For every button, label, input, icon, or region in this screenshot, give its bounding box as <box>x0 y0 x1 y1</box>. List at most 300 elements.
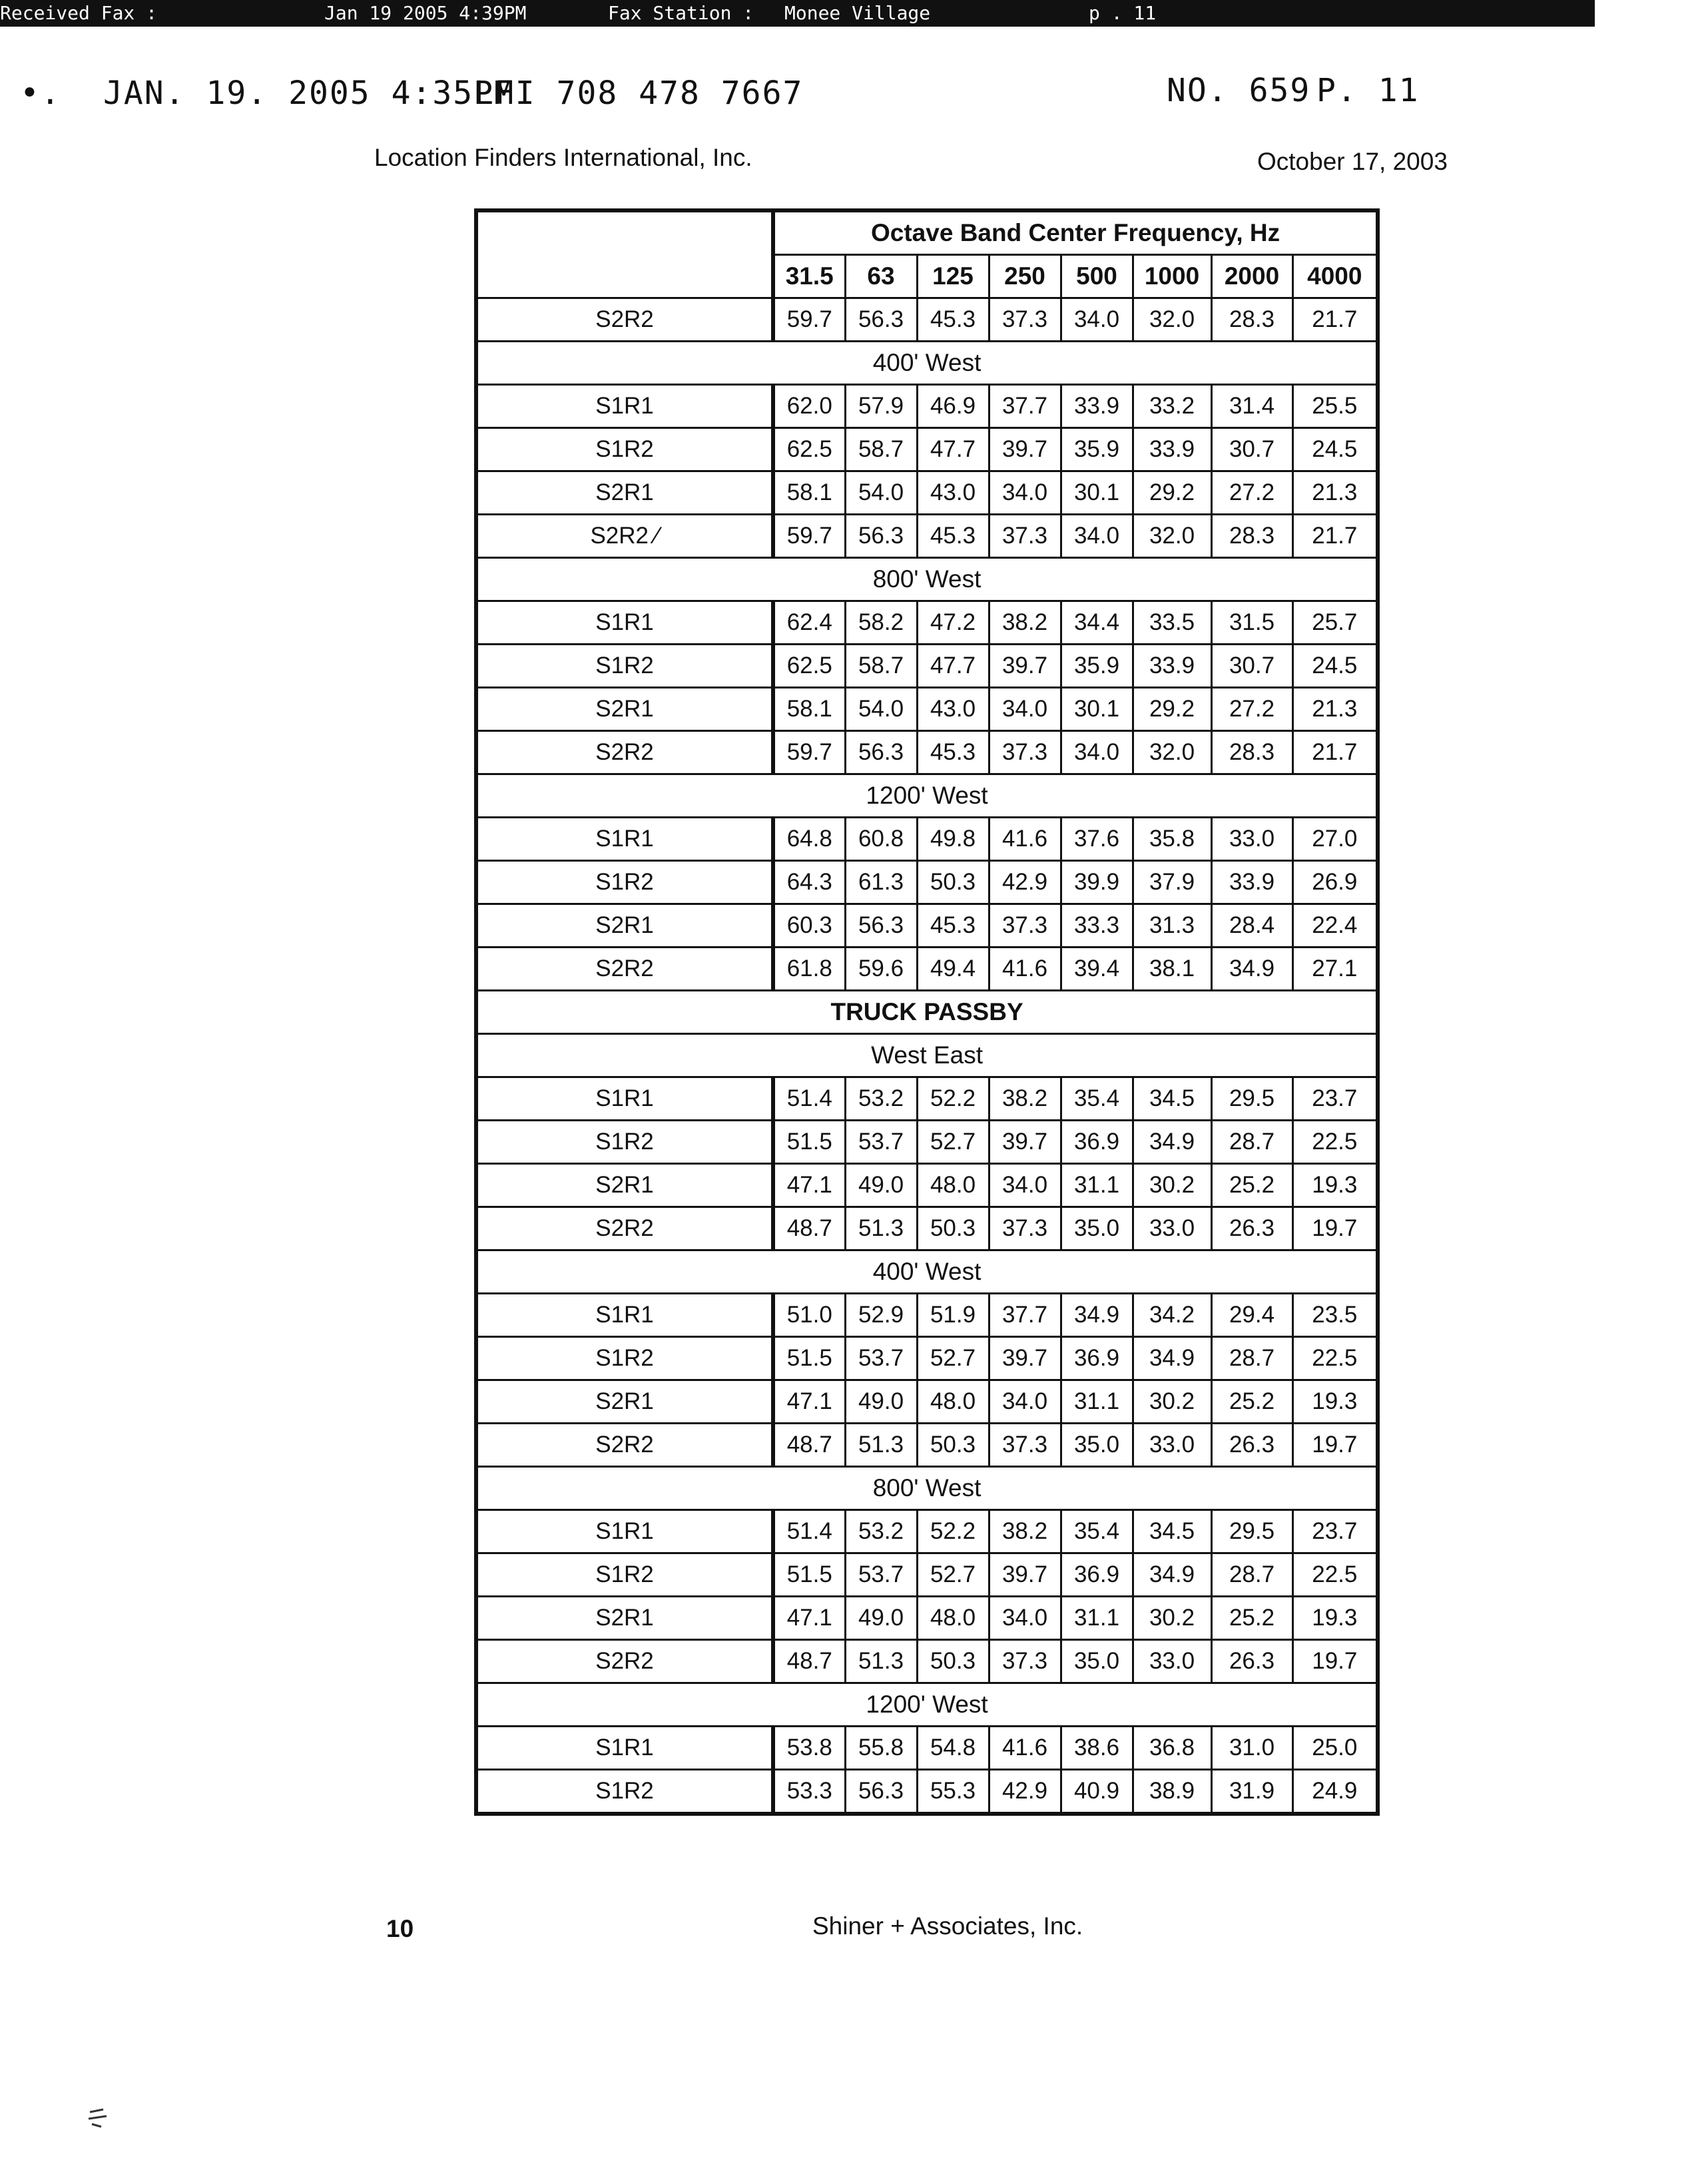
value-cell: 52.2 <box>917 1510 989 1553</box>
value-cell: 52.9 <box>845 1294 917 1337</box>
row-label: S2R1 <box>476 1597 773 1640</box>
value-cell: 59.6 <box>845 948 917 991</box>
table-row <box>476 818 1378 861</box>
section-label: 1200' West <box>476 774 1378 818</box>
value-cell: 50.3 <box>917 861 989 904</box>
value-cell: 36.9 <box>1061 1337 1133 1380</box>
value-cell: 34.9 <box>1133 1121 1211 1164</box>
section-row <box>476 558 1378 601</box>
section-label: 1200' West <box>476 1683 1378 1727</box>
value-cell: 53.2 <box>845 1510 917 1553</box>
value-cell: 58.2 <box>845 601 917 645</box>
table-row <box>476 1121 1378 1164</box>
value-cell: 25.5 <box>1292 385 1378 428</box>
value-cell: 51.5 <box>773 1553 845 1597</box>
value-cell: 35.9 <box>1061 645 1133 688</box>
section-row <box>476 1467 1378 1510</box>
table-row <box>476 731 1378 774</box>
value-cell: 21.7 <box>1292 731 1378 774</box>
value-cell: 52.2 <box>917 1077 989 1121</box>
value-cell: 33.9 <box>1211 861 1292 904</box>
section-row <box>476 342 1378 385</box>
value-cell: 50.3 <box>917 1424 989 1467</box>
value-cell: 19.3 <box>1292 1380 1378 1424</box>
value-cell: 28.3 <box>1211 515 1292 558</box>
value-cell: 34.9 <box>1133 1337 1211 1380</box>
value-cell: 49.0 <box>845 1597 917 1640</box>
value-cell: 48.7 <box>773 1207 845 1250</box>
row-label: S1R1 <box>476 385 773 428</box>
value-cell: 19.3 <box>1292 1597 1378 1640</box>
value-cell: 32.0 <box>1133 731 1211 774</box>
value-cell: 40.9 <box>1061 1770 1133 1814</box>
value-cell: 41.6 <box>989 1727 1061 1770</box>
value-cell: 49.0 <box>845 1380 917 1424</box>
table-row <box>476 515 1378 558</box>
value-cell: 48.0 <box>917 1380 989 1424</box>
value-cell: 55.3 <box>917 1770 989 1814</box>
value-cell: 25.2 <box>1211 1380 1292 1424</box>
value-cell: 49.0 <box>845 1164 917 1207</box>
value-cell: 36.9 <box>1061 1121 1133 1164</box>
value-cell: 27.0 <box>1292 818 1378 861</box>
value-cell: 38.2 <box>989 1510 1061 1553</box>
row-label: S1R1 <box>476 1727 773 1770</box>
value-cell: 54.0 <box>845 471 917 515</box>
value-cell: 58.7 <box>845 645 917 688</box>
value-cell: 62.0 <box>773 385 845 428</box>
value-cell: 30.1 <box>1061 471 1133 515</box>
value-cell: 34.0 <box>1061 298 1133 342</box>
value-cell: 37.9 <box>1133 861 1211 904</box>
value-cell: 30.2 <box>1133 1597 1211 1640</box>
frequency-header: 2000 <box>1211 255 1292 298</box>
row-label: S2R1 <box>476 1380 773 1424</box>
value-cell: 35.0 <box>1061 1424 1133 1467</box>
value-cell: 28.3 <box>1211 298 1292 342</box>
table-row <box>476 1164 1378 1207</box>
table-row <box>476 1337 1378 1380</box>
row-label: S1R1 <box>476 601 773 645</box>
value-cell: 47.1 <box>773 1380 845 1424</box>
value-cell: 31.9 <box>1211 1770 1292 1814</box>
value-cell: 28.3 <box>1211 731 1292 774</box>
value-cell: 39.9 <box>1061 861 1133 904</box>
value-cell: 26.3 <box>1211 1207 1292 1250</box>
value-cell: 31.0 <box>1211 1727 1292 1770</box>
value-cell: 54.0 <box>845 688 917 731</box>
row-label: S1R2 <box>476 1553 773 1597</box>
table-title: Octave Band Center Frequency, Hz <box>773 210 1378 255</box>
value-cell: 34.0 <box>1061 515 1133 558</box>
fax-header-sender: LFI 708 478 7667 <box>474 75 804 112</box>
value-cell: 30.1 <box>1061 688 1133 731</box>
table-row <box>476 688 1378 731</box>
value-cell: 25.2 <box>1211 1597 1292 1640</box>
value-cell: 33.0 <box>1211 818 1292 861</box>
value-cell: 19.7 <box>1292 1207 1378 1250</box>
value-cell: 19.7 <box>1292 1640 1378 1683</box>
value-cell: 27.2 <box>1211 471 1292 515</box>
value-cell: 62.5 <box>773 428 845 471</box>
value-cell: 51.3 <box>845 1640 917 1683</box>
value-cell: 45.3 <box>917 298 989 342</box>
table-row <box>476 601 1378 645</box>
value-cell: 35.0 <box>1061 1640 1133 1683</box>
value-cell: 21.7 <box>1292 515 1378 558</box>
document-date: October 17, 2003 <box>1257 148 1448 175</box>
value-cell: 34.9 <box>1061 1294 1133 1337</box>
value-cell: 34.0 <box>989 1164 1061 1207</box>
value-cell: 41.6 <box>989 948 1061 991</box>
row-label: S1R2 <box>476 1337 773 1380</box>
value-cell: 54.8 <box>917 1727 989 1770</box>
value-cell: 22.5 <box>1292 1553 1378 1597</box>
value-cell: 24.5 <box>1292 645 1378 688</box>
value-cell: 24.5 <box>1292 428 1378 471</box>
row-label: S1R2 <box>476 645 773 688</box>
fax-banner <box>0 0 1595 27</box>
value-cell: 21.3 <box>1292 471 1378 515</box>
value-cell: 31.1 <box>1061 1164 1133 1207</box>
value-cell: 19.7 <box>1292 1424 1378 1467</box>
table-row <box>476 428 1378 471</box>
value-cell: 59.7 <box>773 731 845 774</box>
table-row <box>476 1294 1378 1337</box>
table-row <box>476 861 1378 904</box>
frequency-header: 31.5 <box>773 255 845 298</box>
value-cell: 31.1 <box>1061 1380 1133 1424</box>
value-cell: 58.7 <box>845 428 917 471</box>
value-cell: 53.7 <box>845 1553 917 1597</box>
row-label: S2R2 <box>476 948 773 991</box>
value-cell: 46.9 <box>917 385 989 428</box>
value-cell: 53.8 <box>773 1727 845 1770</box>
value-cell: 22.4 <box>1292 904 1378 948</box>
page-number: 10 <box>386 1915 414 1942</box>
value-cell: 59.7 <box>773 515 845 558</box>
row-label: S2R2 ⁄ <box>476 515 773 558</box>
value-cell: 51.5 <box>773 1337 845 1380</box>
value-cell: 30.7 <box>1211 428 1292 471</box>
value-cell: 25.7 <box>1292 601 1378 645</box>
value-cell: 25.0 <box>1292 1727 1378 1770</box>
value-cell: 28.7 <box>1211 1121 1292 1164</box>
row-label: S2R2 <box>476 1424 773 1467</box>
value-cell: 51.0 <box>773 1294 845 1337</box>
value-cell: 51.3 <box>845 1424 917 1467</box>
section-row <box>476 1683 1378 1727</box>
table-row <box>476 1424 1378 1467</box>
value-cell: 39.7 <box>989 1337 1061 1380</box>
value-cell: 34.5 <box>1133 1077 1211 1121</box>
value-cell: 29.5 <box>1211 1510 1292 1553</box>
section-label: TRUCK PASSBY <box>476 991 1378 1034</box>
value-cell: 33.0 <box>1133 1640 1211 1683</box>
value-cell: 35.0 <box>1061 1207 1133 1250</box>
row-label: S2R2 <box>476 731 773 774</box>
value-cell: 28.4 <box>1211 904 1292 948</box>
section-label: West East <box>476 1034 1378 1077</box>
row-label: S2R1 <box>476 471 773 515</box>
value-cell: 51.5 <box>773 1121 845 1164</box>
value-cell: 47.1 <box>773 1164 845 1207</box>
row-label: S2R2 <box>476 1207 773 1250</box>
value-cell: 27.2 <box>1211 688 1292 731</box>
fax-banner-station-label: Fax Station : <box>608 2 754 24</box>
value-cell: 39.7 <box>989 645 1061 688</box>
fax-header-page: P. 11 <box>1316 72 1420 109</box>
table-row <box>476 298 1378 342</box>
value-cell: 60.3 <box>773 904 845 948</box>
table-row <box>476 645 1378 688</box>
value-cell: 49.4 <box>917 948 989 991</box>
value-cell: 33.3 <box>1061 904 1133 948</box>
table-body <box>476 298 1378 1814</box>
value-cell: 26.3 <box>1211 1640 1292 1683</box>
value-cell: 56.3 <box>845 731 917 774</box>
value-cell: 48.0 <box>917 1597 989 1640</box>
value-cell: 31.5 <box>1211 601 1292 645</box>
value-cell: 30.7 <box>1211 645 1292 688</box>
value-cell: 64.8 <box>773 818 845 861</box>
value-cell: 32.0 <box>1133 515 1211 558</box>
section-row <box>476 991 1378 1034</box>
value-cell: 35.8 <box>1133 818 1211 861</box>
value-cell: 33.9 <box>1133 428 1211 471</box>
value-cell: 39.7 <box>989 428 1061 471</box>
value-cell: 34.0 <box>989 471 1061 515</box>
value-cell: 45.3 <box>917 904 989 948</box>
value-cell: 38.2 <box>989 601 1061 645</box>
value-cell: 36.9 <box>1061 1553 1133 1597</box>
value-cell: 53.7 <box>845 1121 917 1164</box>
value-cell: 33.9 <box>1133 645 1211 688</box>
value-cell: 26.3 <box>1211 1424 1292 1467</box>
value-cell: 39.7 <box>989 1553 1061 1597</box>
value-cell: 52.7 <box>917 1121 989 1164</box>
value-cell: 59.7 <box>773 298 845 342</box>
value-cell: 29.4 <box>1211 1294 1292 1337</box>
value-cell: 47.7 <box>917 428 989 471</box>
table-header <box>476 210 1378 298</box>
value-cell: 35.4 <box>1061 1077 1133 1121</box>
value-cell: 33.5 <box>1133 601 1211 645</box>
value-cell: 22.5 <box>1292 1121 1378 1164</box>
value-cell: 31.1 <box>1061 1597 1133 1640</box>
value-cell: 38.9 <box>1133 1770 1211 1814</box>
value-cell: 28.7 <box>1211 1337 1292 1380</box>
fax-banner-label: Received Fax : <box>0 2 158 24</box>
value-cell: 43.0 <box>917 471 989 515</box>
value-cell: 53.2 <box>845 1077 917 1121</box>
corner-cell <box>476 210 773 298</box>
value-cell: 23.7 <box>1292 1510 1378 1553</box>
value-cell: 52.7 <box>917 1553 989 1597</box>
table-row <box>476 1597 1378 1640</box>
table-row <box>476 1380 1378 1424</box>
value-cell: 33.9 <box>1061 385 1133 428</box>
value-cell: 31.4 <box>1211 385 1292 428</box>
frequency-header: 63 <box>845 255 917 298</box>
section-row <box>476 1250 1378 1294</box>
value-cell: 55.8 <box>845 1727 917 1770</box>
value-cell: 58.1 <box>773 471 845 515</box>
value-cell: 51.9 <box>917 1294 989 1337</box>
row-label: S2R1 <box>476 904 773 948</box>
value-cell: 56.3 <box>845 298 917 342</box>
frequency-header: 250 <box>989 255 1061 298</box>
value-cell: 34.0 <box>989 1380 1061 1424</box>
value-cell: 53.3 <box>773 1770 845 1814</box>
value-cell: 42.9 <box>989 1770 1061 1814</box>
section-row <box>476 774 1378 818</box>
value-cell: 56.3 <box>845 515 917 558</box>
value-cell: 37.3 <box>989 1207 1061 1250</box>
row-label: S2R1 <box>476 688 773 731</box>
fax-header-number: NO. 659 <box>1167 72 1311 109</box>
value-cell: 37.3 <box>989 731 1061 774</box>
row-label: S1R2 <box>476 428 773 471</box>
value-cell: 53.7 <box>845 1337 917 1380</box>
value-cell: 56.3 <box>845 904 917 948</box>
value-cell: 30.2 <box>1133 1380 1211 1424</box>
row-label: S2R2 <box>476 1640 773 1683</box>
value-cell: 27.1 <box>1292 948 1378 991</box>
value-cell: 29.2 <box>1133 688 1211 731</box>
value-cell: 38.6 <box>1061 1727 1133 1770</box>
row-label: S1R2 <box>476 1121 773 1164</box>
table-row <box>476 904 1378 948</box>
value-cell: 34.4 <box>1061 601 1133 645</box>
row-label: S2R1 <box>476 1164 773 1207</box>
value-cell: 37.7 <box>989 385 1061 428</box>
table-row <box>476 1510 1378 1553</box>
value-cell: 43.0 <box>917 688 989 731</box>
value-cell: 48.0 <box>917 1164 989 1207</box>
table-row <box>476 1640 1378 1683</box>
table-row <box>476 1770 1378 1814</box>
frequency-header: 1000 <box>1133 255 1211 298</box>
value-cell: 51.3 <box>845 1207 917 1250</box>
value-cell: 21.7 <box>1292 298 1378 342</box>
value-cell: 33.0 <box>1133 1207 1211 1250</box>
value-cell: 24.9 <box>1292 1770 1378 1814</box>
section-label: 800' West <box>476 558 1378 601</box>
company-name: Location Finders International, Inc. <box>374 144 752 171</box>
value-cell: 37.7 <box>989 1294 1061 1337</box>
value-cell: 62.4 <box>773 601 845 645</box>
row-label: S1R2 <box>476 1770 773 1814</box>
value-cell: 49.8 <box>917 818 989 861</box>
table-row <box>476 1077 1378 1121</box>
value-cell: 33.2 <box>1133 385 1211 428</box>
value-cell: 45.3 <box>917 515 989 558</box>
value-cell: 30.2 <box>1133 1164 1211 1207</box>
value-cell: 29.5 <box>1211 1077 1292 1121</box>
value-cell: 47.7 <box>917 645 989 688</box>
table-row <box>476 948 1378 991</box>
row-label: S1R2 <box>476 861 773 904</box>
frequency-header: 4000 <box>1292 255 1378 298</box>
fax-banner-station-value: Monee Village <box>784 2 931 24</box>
value-cell: 62.5 <box>773 645 845 688</box>
value-cell: 25.2 <box>1211 1164 1292 1207</box>
value-cell: 29.2 <box>1133 471 1211 515</box>
value-cell: 56.3 <box>845 1770 917 1814</box>
value-cell: 26.9 <box>1292 861 1378 904</box>
value-cell: 52.7 <box>917 1337 989 1380</box>
fax-banner-page: p . 11 <box>1089 2 1157 24</box>
table-row <box>476 1727 1378 1770</box>
value-cell: 34.5 <box>1133 1510 1211 1553</box>
value-cell: 23.5 <box>1292 1294 1378 1337</box>
frequency-header: 500 <box>1061 255 1133 298</box>
octave-band-table <box>474 208 1380 1816</box>
value-cell: 32.0 <box>1133 298 1211 342</box>
value-cell: 60.8 <box>845 818 917 861</box>
value-cell: 33.0 <box>1133 1424 1211 1467</box>
table-row <box>476 471 1378 515</box>
value-cell: 38.2 <box>989 1077 1061 1121</box>
table-row <box>476 1207 1378 1250</box>
value-cell: 61.3 <box>845 861 917 904</box>
value-cell: 19.3 <box>1292 1164 1378 1207</box>
value-cell: 48.7 <box>773 1424 845 1467</box>
value-cell: 34.2 <box>1133 1294 1211 1337</box>
value-cell: 45.3 <box>917 731 989 774</box>
value-cell: 50.3 <box>917 1640 989 1683</box>
value-cell: 41.6 <box>989 818 1061 861</box>
value-cell: 50.3 <box>917 1207 989 1250</box>
table-row <box>476 385 1378 428</box>
row-label: S2R2 <box>476 298 773 342</box>
value-cell: 37.3 <box>989 1640 1061 1683</box>
scribble-mark <box>87 2104 120 2131</box>
row-label: S1R1 <box>476 1077 773 1121</box>
value-cell: 21.3 <box>1292 688 1378 731</box>
value-cell: 51.4 <box>773 1510 845 1553</box>
value-cell: 22.5 <box>1292 1337 1378 1380</box>
row-label: S1R1 <box>476 1510 773 1553</box>
value-cell: 34.9 <box>1133 1553 1211 1597</box>
value-cell: 38.1 <box>1133 948 1211 991</box>
value-cell: 48.7 <box>773 1640 845 1683</box>
value-cell: 34.0 <box>989 688 1061 731</box>
row-label: S1R1 <box>476 818 773 861</box>
value-cell: 31.3 <box>1133 904 1211 948</box>
value-cell: 34.0 <box>989 1597 1061 1640</box>
value-cell: 35.4 <box>1061 1510 1133 1553</box>
fax-banner-timestamp: Jan 19 2005 4:39PM <box>324 2 527 24</box>
value-cell: 34.0 <box>1061 731 1133 774</box>
value-cell: 36.8 <box>1133 1727 1211 1770</box>
section-row <box>476 1034 1378 1077</box>
value-cell: 51.4 <box>773 1077 845 1121</box>
value-cell: 34.9 <box>1211 948 1292 991</box>
value-cell: 58.1 <box>773 688 845 731</box>
frequency-header: 125 <box>917 255 989 298</box>
value-cell: 28.7 <box>1211 1553 1292 1597</box>
value-cell: 47.1 <box>773 1597 845 1640</box>
table-row <box>476 1553 1378 1597</box>
fax-header-mark: •. <box>20 75 61 112</box>
value-cell: 37.6 <box>1061 818 1133 861</box>
value-cell: 37.3 <box>989 904 1061 948</box>
section-label: 400' West <box>476 342 1378 385</box>
value-cell: 61.8 <box>773 948 845 991</box>
value-cell: 37.3 <box>989 298 1061 342</box>
